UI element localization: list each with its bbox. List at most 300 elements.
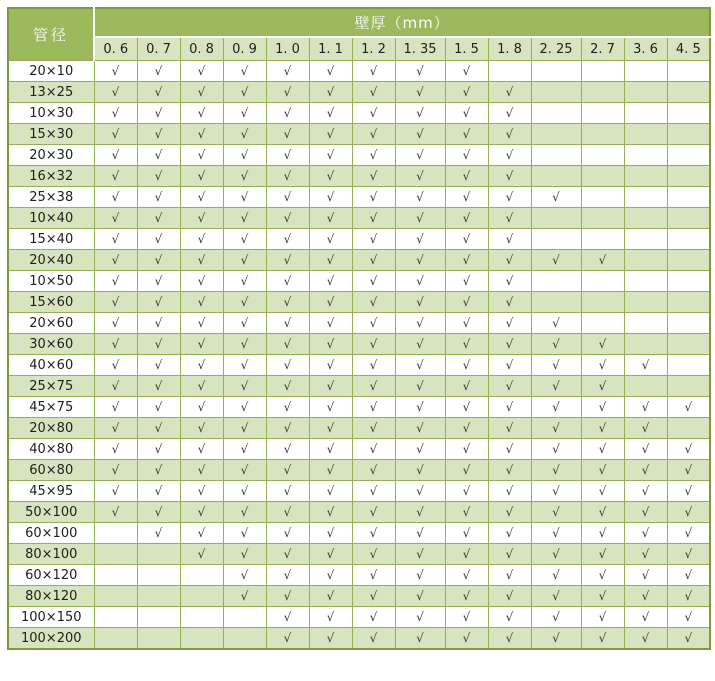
check-mark-icon: √ (598, 379, 607, 393)
check-mark-icon: √ (416, 463, 424, 477)
check-cell (266, 397, 309, 418)
check-mark-icon: √ (197, 274, 206, 288)
check-cell (445, 439, 488, 460)
check-cell (531, 628, 581, 650)
check-mark-icon: √ (369, 484, 378, 498)
check-cell (266, 166, 309, 187)
check-cell (94, 124, 137, 145)
check-cell (94, 271, 137, 292)
check-mark-icon: √ (505, 547, 514, 561)
check-mark-icon: √ (552, 484, 560, 498)
check-cell (223, 502, 266, 523)
check-mark-icon: √ (240, 232, 249, 246)
check-mark-icon: √ (369, 547, 378, 561)
empty-cell (581, 124, 624, 145)
check-cell (137, 334, 180, 355)
check-cell (223, 103, 266, 124)
check-mark-icon: √ (326, 253, 335, 267)
check-mark-icon: √ (641, 400, 650, 414)
check-cell (395, 313, 445, 334)
check-cell (137, 313, 180, 334)
check-mark-icon: √ (154, 190, 163, 204)
table-row (8, 523, 710, 544)
check-mark-icon: √ (505, 421, 514, 435)
check-cell (94, 82, 137, 103)
empty-cell (667, 313, 710, 334)
check-cell (94, 166, 137, 187)
check-mark-icon: √ (111, 484, 120, 498)
table-row (8, 355, 710, 376)
check-cell (352, 166, 395, 187)
check-mark-icon: √ (240, 421, 249, 435)
empty-cell (581, 61, 624, 82)
check-mark-icon: √ (240, 400, 249, 414)
check-mark-icon: √ (505, 505, 514, 519)
empty-cell (667, 376, 710, 397)
check-cell (309, 355, 352, 376)
check-cell (488, 124, 531, 145)
check-cell (180, 271, 223, 292)
check-cell (624, 544, 667, 565)
table-row (8, 229, 710, 250)
check-cell (266, 229, 309, 250)
check-mark-icon: √ (326, 337, 335, 351)
check-cell (667, 439, 710, 460)
check-cell (352, 376, 395, 397)
check-cell (581, 523, 624, 544)
check-mark-icon: √ (197, 400, 206, 414)
check-mark-icon: √ (326, 358, 335, 372)
check-cell (667, 523, 710, 544)
check-mark-icon: √ (111, 463, 120, 477)
check-mark-icon: √ (552, 253, 560, 267)
check-cell (137, 397, 180, 418)
check-cell (352, 460, 395, 481)
check-cell (309, 229, 352, 250)
check-cell (352, 418, 395, 439)
pipe-size-label: 10×40 (8, 208, 94, 229)
check-mark-icon: √ (326, 505, 335, 519)
empty-cell (624, 208, 667, 229)
table-row (8, 481, 710, 502)
thickness-col-header: 1. 8 (488, 37, 531, 61)
check-mark-icon: √ (240, 274, 249, 288)
check-mark-icon: √ (369, 274, 378, 288)
check-cell (223, 565, 266, 586)
table-row (8, 460, 710, 481)
check-mark-icon: √ (505, 127, 514, 141)
check-cell (180, 187, 223, 208)
empty-cell (531, 229, 581, 250)
empty-cell (624, 292, 667, 313)
check-mark-icon: √ (369, 232, 378, 246)
check-cell (137, 481, 180, 502)
check-cell (531, 481, 581, 502)
check-mark-icon: √ (462, 232, 471, 246)
check-mark-icon: √ (326, 274, 335, 288)
check-mark-icon: √ (552, 316, 560, 330)
check-cell (352, 145, 395, 166)
check-mark-icon: √ (462, 505, 471, 519)
check-cell (352, 439, 395, 460)
check-mark-icon: √ (684, 505, 693, 519)
check-cell (445, 376, 488, 397)
check-cell (488, 586, 531, 607)
check-cell (309, 313, 352, 334)
check-cell (309, 187, 352, 208)
check-mark-icon: √ (684, 484, 693, 498)
check-cell (445, 124, 488, 145)
empty-cell (581, 292, 624, 313)
check-mark-icon: √ (505, 253, 514, 267)
check-cell (667, 481, 710, 502)
check-cell (624, 418, 667, 439)
pipe-size-label: 50×100 (8, 502, 94, 523)
check-mark-icon: √ (684, 589, 693, 603)
check-mark-icon: √ (552, 463, 560, 477)
check-cell (624, 565, 667, 586)
check-mark-icon: √ (462, 421, 471, 435)
check-cell (445, 334, 488, 355)
check-mark-icon: √ (505, 316, 514, 330)
check-cell (624, 607, 667, 628)
check-cell (309, 271, 352, 292)
check-mark-icon: √ (111, 316, 120, 330)
empty-cell (531, 103, 581, 124)
check-cell (581, 565, 624, 586)
check-mark-icon: √ (197, 295, 206, 309)
check-mark-icon: √ (154, 358, 163, 372)
pipe-size-label: 20×80 (8, 418, 94, 439)
check-mark-icon: √ (416, 295, 424, 309)
check-cell (488, 250, 531, 271)
check-cell (309, 481, 352, 502)
empty-cell (667, 355, 710, 376)
empty-cell (624, 82, 667, 103)
table-row (8, 292, 710, 313)
check-cell (488, 418, 531, 439)
empty-cell (94, 607, 137, 628)
check-cell (94, 145, 137, 166)
check-mark-icon: √ (197, 379, 206, 393)
check-mark-icon: √ (154, 232, 163, 246)
check-cell (137, 61, 180, 82)
check-cell (137, 229, 180, 250)
check-mark-icon: √ (283, 379, 292, 393)
check-cell (581, 439, 624, 460)
check-mark-icon: √ (369, 568, 378, 582)
check-cell (266, 145, 309, 166)
check-cell (352, 103, 395, 124)
pipe-size-label: 20×10 (8, 61, 94, 82)
pipe-size-label: 13×25 (8, 82, 94, 103)
check-cell (667, 586, 710, 607)
check-cell (137, 418, 180, 439)
check-cell (445, 271, 488, 292)
empty-cell (223, 628, 266, 650)
check-cell (445, 460, 488, 481)
check-cell (223, 523, 266, 544)
check-mark-icon: √ (462, 295, 471, 309)
check-cell (266, 523, 309, 544)
thickness-col-header: 1. 35 (395, 37, 445, 61)
check-cell (581, 460, 624, 481)
check-mark-icon: √ (462, 484, 471, 498)
check-cell (266, 61, 309, 82)
check-mark-icon: √ (641, 442, 650, 456)
table-header-row-top (8, 8, 710, 37)
check-mark-icon: √ (111, 127, 120, 141)
check-mark-icon: √ (598, 610, 607, 624)
check-mark-icon: √ (369, 463, 378, 477)
check-mark-icon: √ (462, 148, 471, 162)
check-cell (309, 334, 352, 355)
check-mark-icon: √ (641, 421, 650, 435)
check-mark-icon: √ (326, 148, 335, 162)
check-mark-icon: √ (462, 64, 471, 78)
check-mark-icon: √ (552, 610, 560, 624)
thickness-col-header: 4. 5 (667, 37, 710, 61)
check-mark-icon: √ (416, 547, 424, 561)
empty-cell (667, 124, 710, 145)
check-cell (395, 292, 445, 313)
empty-cell (667, 250, 710, 271)
check-cell (180, 376, 223, 397)
check-mark-icon: √ (240, 106, 249, 120)
check-mark-icon: √ (326, 232, 335, 246)
empty-cell (94, 565, 137, 586)
check-mark-icon: √ (462, 589, 471, 603)
check-mark-icon: √ (416, 148, 424, 162)
check-cell (445, 166, 488, 187)
check-cell (445, 229, 488, 250)
check-cell (266, 334, 309, 355)
check-mark-icon: √ (240, 148, 249, 162)
check-cell (488, 397, 531, 418)
check-mark-icon: √ (416, 232, 424, 246)
check-mark-icon: √ (154, 421, 163, 435)
empty-cell (581, 145, 624, 166)
thickness-col-header: 0. 6 (94, 37, 137, 61)
check-mark-icon: √ (283, 106, 292, 120)
check-cell (223, 460, 266, 481)
check-mark-icon: √ (598, 484, 607, 498)
check-mark-icon: √ (684, 463, 693, 477)
check-cell (309, 208, 352, 229)
check-mark-icon: √ (154, 505, 163, 519)
check-mark-icon: √ (283, 148, 292, 162)
pipe-size-label: 15×30 (8, 124, 94, 145)
check-mark-icon: √ (154, 253, 163, 267)
check-mark-icon: √ (283, 568, 292, 582)
pipe-size-label: 25×38 (8, 187, 94, 208)
check-cell (488, 82, 531, 103)
check-mark-icon: √ (598, 547, 607, 561)
check-cell (180, 292, 223, 313)
check-mark-icon: √ (416, 526, 424, 540)
check-mark-icon: √ (369, 421, 378, 435)
check-mark-icon: √ (552, 631, 560, 645)
check-mark-icon: √ (416, 169, 424, 183)
check-cell (94, 313, 137, 334)
check-cell (223, 250, 266, 271)
check-mark-icon: √ (505, 274, 514, 288)
check-mark-icon: √ (462, 190, 471, 204)
check-cell (137, 460, 180, 481)
check-cell (667, 544, 710, 565)
check-mark-icon: √ (326, 442, 335, 456)
table-row (8, 166, 710, 187)
check-mark-icon: √ (598, 337, 607, 351)
check-mark-icon: √ (505, 169, 514, 183)
check-mark-icon: √ (505, 589, 514, 603)
table-row (8, 145, 710, 166)
check-mark-icon: √ (369, 148, 378, 162)
table-row (8, 502, 710, 523)
empty-cell (581, 103, 624, 124)
check-cell (488, 313, 531, 334)
check-mark-icon: √ (462, 400, 471, 414)
empty-cell (581, 313, 624, 334)
empty-cell (223, 607, 266, 628)
check-mark-icon: √ (240, 547, 249, 561)
empty-cell (137, 565, 180, 586)
check-mark-icon: √ (326, 400, 335, 414)
empty-cell (624, 250, 667, 271)
check-mark-icon: √ (369, 589, 378, 603)
check-mark-icon: √ (154, 85, 163, 99)
check-mark-icon: √ (111, 106, 120, 120)
thickness-col-header: 1. 1 (309, 37, 352, 61)
check-cell (624, 439, 667, 460)
pipe-size-label: 40×60 (8, 355, 94, 376)
check-mark-icon: √ (369, 526, 378, 540)
check-cell (445, 355, 488, 376)
check-mark-icon: √ (283, 274, 292, 288)
check-mark-icon: √ (462, 274, 471, 288)
table-row (8, 334, 710, 355)
check-cell (180, 208, 223, 229)
check-cell (531, 313, 581, 334)
table-row (8, 187, 710, 208)
check-mark-icon: √ (283, 358, 292, 372)
check-mark-icon: √ (641, 358, 650, 372)
check-mark-icon: √ (462, 358, 471, 372)
check-mark-icon: √ (240, 211, 249, 225)
check-mark-icon: √ (598, 589, 607, 603)
check-cell (581, 607, 624, 628)
check-cell (395, 418, 445, 439)
check-mark-icon: √ (416, 421, 424, 435)
check-mark-icon: √ (111, 274, 120, 288)
table-row (8, 586, 710, 607)
check-cell (488, 187, 531, 208)
check-cell (395, 439, 445, 460)
check-mark-icon: √ (641, 505, 650, 519)
check-cell (223, 397, 266, 418)
check-cell (180, 82, 223, 103)
pipe-size-label: 60×80 (8, 460, 94, 481)
check-mark-icon: √ (416, 484, 424, 498)
check-mark-icon: √ (369, 64, 378, 78)
empty-cell (624, 145, 667, 166)
thickness-col-header: 2. 25 (531, 37, 581, 61)
check-mark-icon: √ (641, 568, 650, 582)
check-cell (94, 103, 137, 124)
check-cell (137, 103, 180, 124)
check-mark-icon: √ (505, 631, 514, 645)
wall-thickness-header: 壁厚（mm） (94, 8, 710, 37)
empty-cell (581, 229, 624, 250)
thickness-col-header: 3. 6 (624, 37, 667, 61)
thickness-col-header: 1. 5 (445, 37, 488, 61)
check-cell (445, 418, 488, 439)
check-cell (395, 250, 445, 271)
check-mark-icon: √ (641, 526, 650, 540)
check-cell (223, 586, 266, 607)
check-cell (137, 82, 180, 103)
check-mark-icon: √ (111, 421, 120, 435)
check-mark-icon: √ (598, 568, 607, 582)
check-cell (352, 586, 395, 607)
check-cell (94, 61, 137, 82)
check-cell (352, 523, 395, 544)
check-mark-icon: √ (598, 526, 607, 540)
check-mark-icon: √ (684, 400, 693, 414)
check-cell (395, 229, 445, 250)
check-mark-icon: √ (111, 169, 120, 183)
check-cell (309, 565, 352, 586)
check-cell (223, 292, 266, 313)
check-cell (309, 418, 352, 439)
check-cell (180, 418, 223, 439)
empty-cell (667, 418, 710, 439)
check-mark-icon: √ (111, 253, 120, 267)
check-cell (531, 187, 581, 208)
check-cell (223, 544, 266, 565)
check-mark-icon: √ (283, 253, 292, 267)
check-mark-icon: √ (197, 337, 206, 351)
check-mark-icon: √ (111, 337, 120, 351)
check-mark-icon: √ (154, 148, 163, 162)
check-mark-icon: √ (326, 295, 335, 309)
check-cell (395, 82, 445, 103)
table-row (8, 397, 710, 418)
check-mark-icon: √ (111, 64, 120, 78)
check-mark-icon: √ (154, 463, 163, 477)
check-cell (352, 607, 395, 628)
check-mark-icon: √ (240, 484, 249, 498)
pipe-size-label: 100×200 (8, 628, 94, 650)
check-mark-icon: √ (462, 127, 471, 141)
check-mark-icon: √ (240, 379, 249, 393)
check-cell (531, 544, 581, 565)
check-cell (488, 460, 531, 481)
check-cell (352, 544, 395, 565)
check-mark-icon: √ (197, 148, 206, 162)
pipe-size-label: 60×120 (8, 565, 94, 586)
check-cell (137, 271, 180, 292)
check-mark-icon: √ (552, 442, 560, 456)
check-cell (94, 229, 137, 250)
check-mark-icon: √ (240, 127, 249, 141)
check-mark-icon: √ (598, 442, 607, 456)
check-mark-icon: √ (416, 274, 424, 288)
check-cell (395, 523, 445, 544)
check-mark-icon: √ (416, 106, 424, 120)
check-cell (309, 586, 352, 607)
empty-cell (180, 628, 223, 650)
